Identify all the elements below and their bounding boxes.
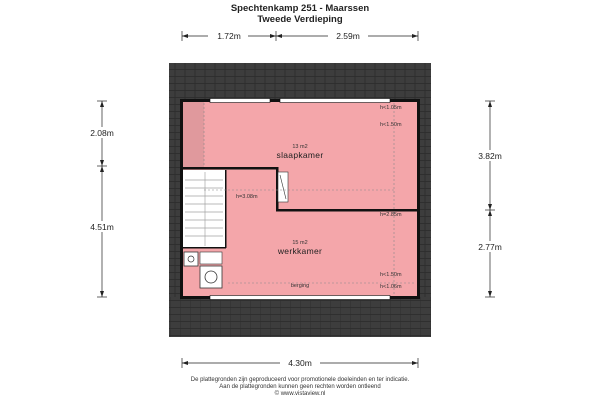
roof-top (169, 63, 431, 101)
berging-label: berging (290, 283, 310, 289)
slaapkamer-label: slaapkamer (276, 150, 324, 160)
dim-top-right: 2.59m (336, 31, 360, 41)
dim-bottom: 4.30m (288, 358, 312, 368)
roof-bottom (169, 297, 431, 337)
slaapkamer-area: 13 m2 (292, 144, 308, 150)
height-mid: h=3.08m (236, 194, 258, 200)
dim-right-upper: 3.82m (478, 151, 502, 161)
dim-right-lower: 2.77m (478, 242, 502, 252)
dim-left-upper: 2.08m (90, 128, 114, 138)
low-ceiling-strip-left (182, 101, 204, 169)
appliance-shelf (200, 252, 222, 264)
boiler (184, 252, 198, 266)
height-top-2: h<1.50m (380, 122, 402, 128)
plan-address: Spechtenkamp 251 - Maarssen (230, 3, 370, 14)
height-right-mid: h=2.85m (380, 212, 402, 218)
disclaimer-line-1: De plattegronden zijn geproduceerd voor promotionele doeleinden en ter indicatie. (190, 377, 410, 383)
copyright: © www.vistaview.nl (274, 391, 326, 397)
disclaimer-line-2: Aan de plattegronden kunnen geen rechten worden ontleend (219, 384, 381, 390)
dim-top-left: 1.72m (217, 31, 241, 41)
dim-left-lower: 4.51m (90, 222, 114, 232)
height-bottom-1: h<1.50m (380, 272, 402, 278)
height-top-1: h<1.05m (380, 105, 402, 111)
washing-machine (200, 266, 222, 288)
plan-floor-level: Tweede Verdieping (257, 14, 343, 25)
height-bottom-2: h<1.06m (380, 284, 402, 290)
werkkamer-area: 15 m2 (292, 240, 308, 246)
werkkamer-label: werkkamer (277, 246, 323, 256)
